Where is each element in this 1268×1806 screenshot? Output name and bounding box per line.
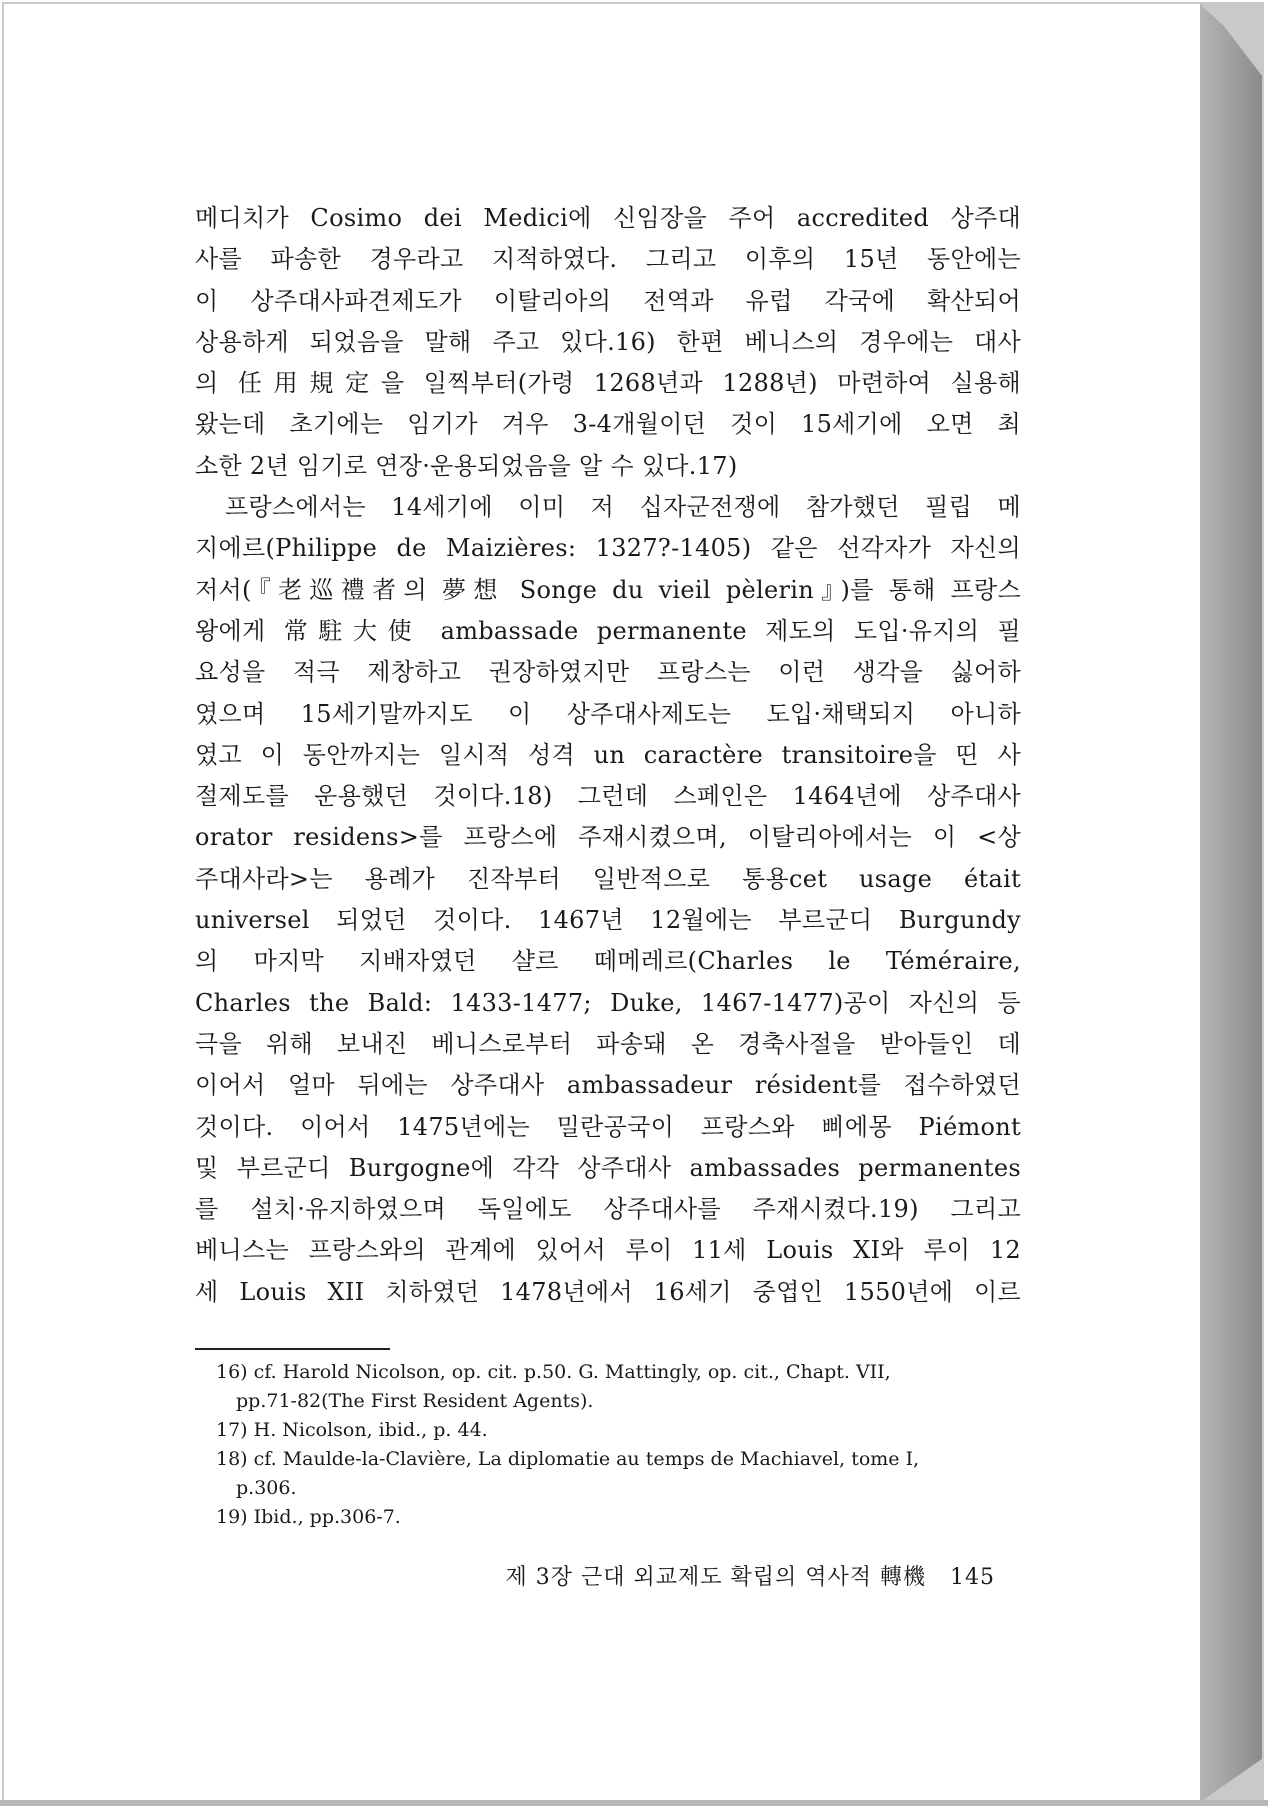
body-line: 주대사라>는 용례가 진작부터 일반적으로 통용cet usage était [195,864,1021,893]
footnote [216,1503,1026,1532]
body-line: 왔는데 초기에는 임기가 겨우 3-4개월이던 것이 15세기에 오면 최 [195,410,1021,439]
body-line: 것이다. 이어서 1475년에는 밀란공국이 프랑스와 삐에몽 Piémont [195,1112,1021,1141]
footnote-text: Ibid., pp.306-7. [253,1506,401,1528]
body-line: 사를 파송한 경우라고 지적하였다. 그리고 이후의 15년 동안에는 [195,245,1021,274]
page-number: 145 [950,1565,995,1590]
body-line: 지에르(Philippe de Maizières: 1327?-1405) 같은 선각자가 자신의 [195,534,1021,563]
footnote [216,1358,1026,1387]
footnote-continuation: p.306. [236,1477,297,1499]
body-line: orator residens>를 프랑스에 주재시켰으며, 이탈리아에서는 이 <상 [195,823,1021,852]
footnote-label: 19) [216,1506,248,1528]
body-line: 를 설치·유지하였으며 독일에도 상주대사를 주재시켰다.19) 그리고 [195,1195,1021,1224]
footnote-divider [195,1348,390,1350]
footnotes [216,1358,1026,1532]
body-line: 의 任用規定을 일찍부터(가령 1268년과 1288년) 마련하여 실용해 [195,369,1021,398]
footnote-text: cf. Maulde-la-Clavière, La diplomatie au temps de Machiavel, tome I, [253,1448,920,1470]
body-line: 세 Louis XII 치하였던 1478년에서 16세기 중엽인 1550년에 이르 [195,1277,1021,1306]
body-line: 였으며 15세기말까지도 이 상주대사제도는 도입·채택되지 아니하 [195,699,1021,728]
body-text [195,198,1021,1313]
body-line: 였고 이 동안까지는 일시적 성격 un caractère transitoire을 띤 사 [195,740,1021,769]
footnote-continuation: pp.71-82(The First Resident Agents). [236,1390,594,1412]
body-line: 왕에게 常駐大使 ambassade permanente 제도의 도입·유지의 필 [195,616,1021,645]
running-footer [465,1560,995,1591]
body-line: 저서(『老巡禮者의 夢想 Songe du vieil pèlerin』)를 통해 프랑스 [195,575,1021,604]
footnote-label: 18) [216,1448,248,1470]
footnote [216,1445,1026,1474]
page-edge-shadow [1200,4,1262,1802]
body-line: 상용하게 되었음을 말해 주고 있다.16) 한편 베니스의 경우에는 대사 [195,327,1021,356]
footnote-label: 17) [216,1419,248,1441]
body-line: 절제도를 운용했던 것이다.18) 그런데 스페인은 1464년에 상주대사 [195,782,1021,811]
body-line: Charles the Bald: 1433-1477; Duke, 1467-1477)공이 자신의 등 [195,988,1021,1017]
chapter-title: 제 3장 근대 외교제도 확립의 역사적 轉機 [505,1565,927,1590]
footnote-text: cf. Harold Nicolson, op. cit. p.50. G. Mattingly, op. cit., Chapt. VII, [253,1361,891,1383]
footnote-label: 16) [216,1361,248,1383]
footnote-text: H. Nicolson, ibid., p. 44. [253,1419,488,1441]
body-line: 이 상주대사파견제도가 이탈리아의 전역과 유럽 각국에 확산되어 [195,286,1021,315]
paragraph-start-line: 프랑스에서는 14세기에 이미 저 십자군전쟁에 참가했던 필립 메 [225,493,1021,522]
body-line: 의 마지막 지배자였던 샬르 떼메레르(Charles le Téméraire, [195,947,1021,976]
body-line: 베니스는 프랑스와의 관계에 있어서 루이 11세 Louis XI와 루이 12 [195,1236,1021,1265]
body-line: 및 부르군디 Burgogne에 각각 상주대사 ambassades permanentes [195,1153,1021,1182]
body-line: 메디치가 Cosimo dei Medici에 신임장을 주어 accredited 상주대 [195,204,1021,232]
body-line: universel 되었던 것이다. 1467년 12월에는 부르군디 Burgundy [195,906,1021,935]
body-line: 요성을 적극 제창하고 권장하였지만 프랑스는 이런 생각을 싫어하 [195,658,1021,687]
body-line: 극을 위해 보내진 베니스로부터 파송돼 온 경축사절을 받아들인 데 [195,1029,1021,1058]
body-line: 이어서 얼마 뒤에는 상주대사 ambassadeur résident를 접수하였던 [195,1071,1021,1100]
footnote [216,1416,1026,1445]
page-bottom-shadow [0,1800,1268,1806]
body-line: 소한 2년 임기로 연장·운용되었음을 알 수 있다.17) [195,451,738,480]
